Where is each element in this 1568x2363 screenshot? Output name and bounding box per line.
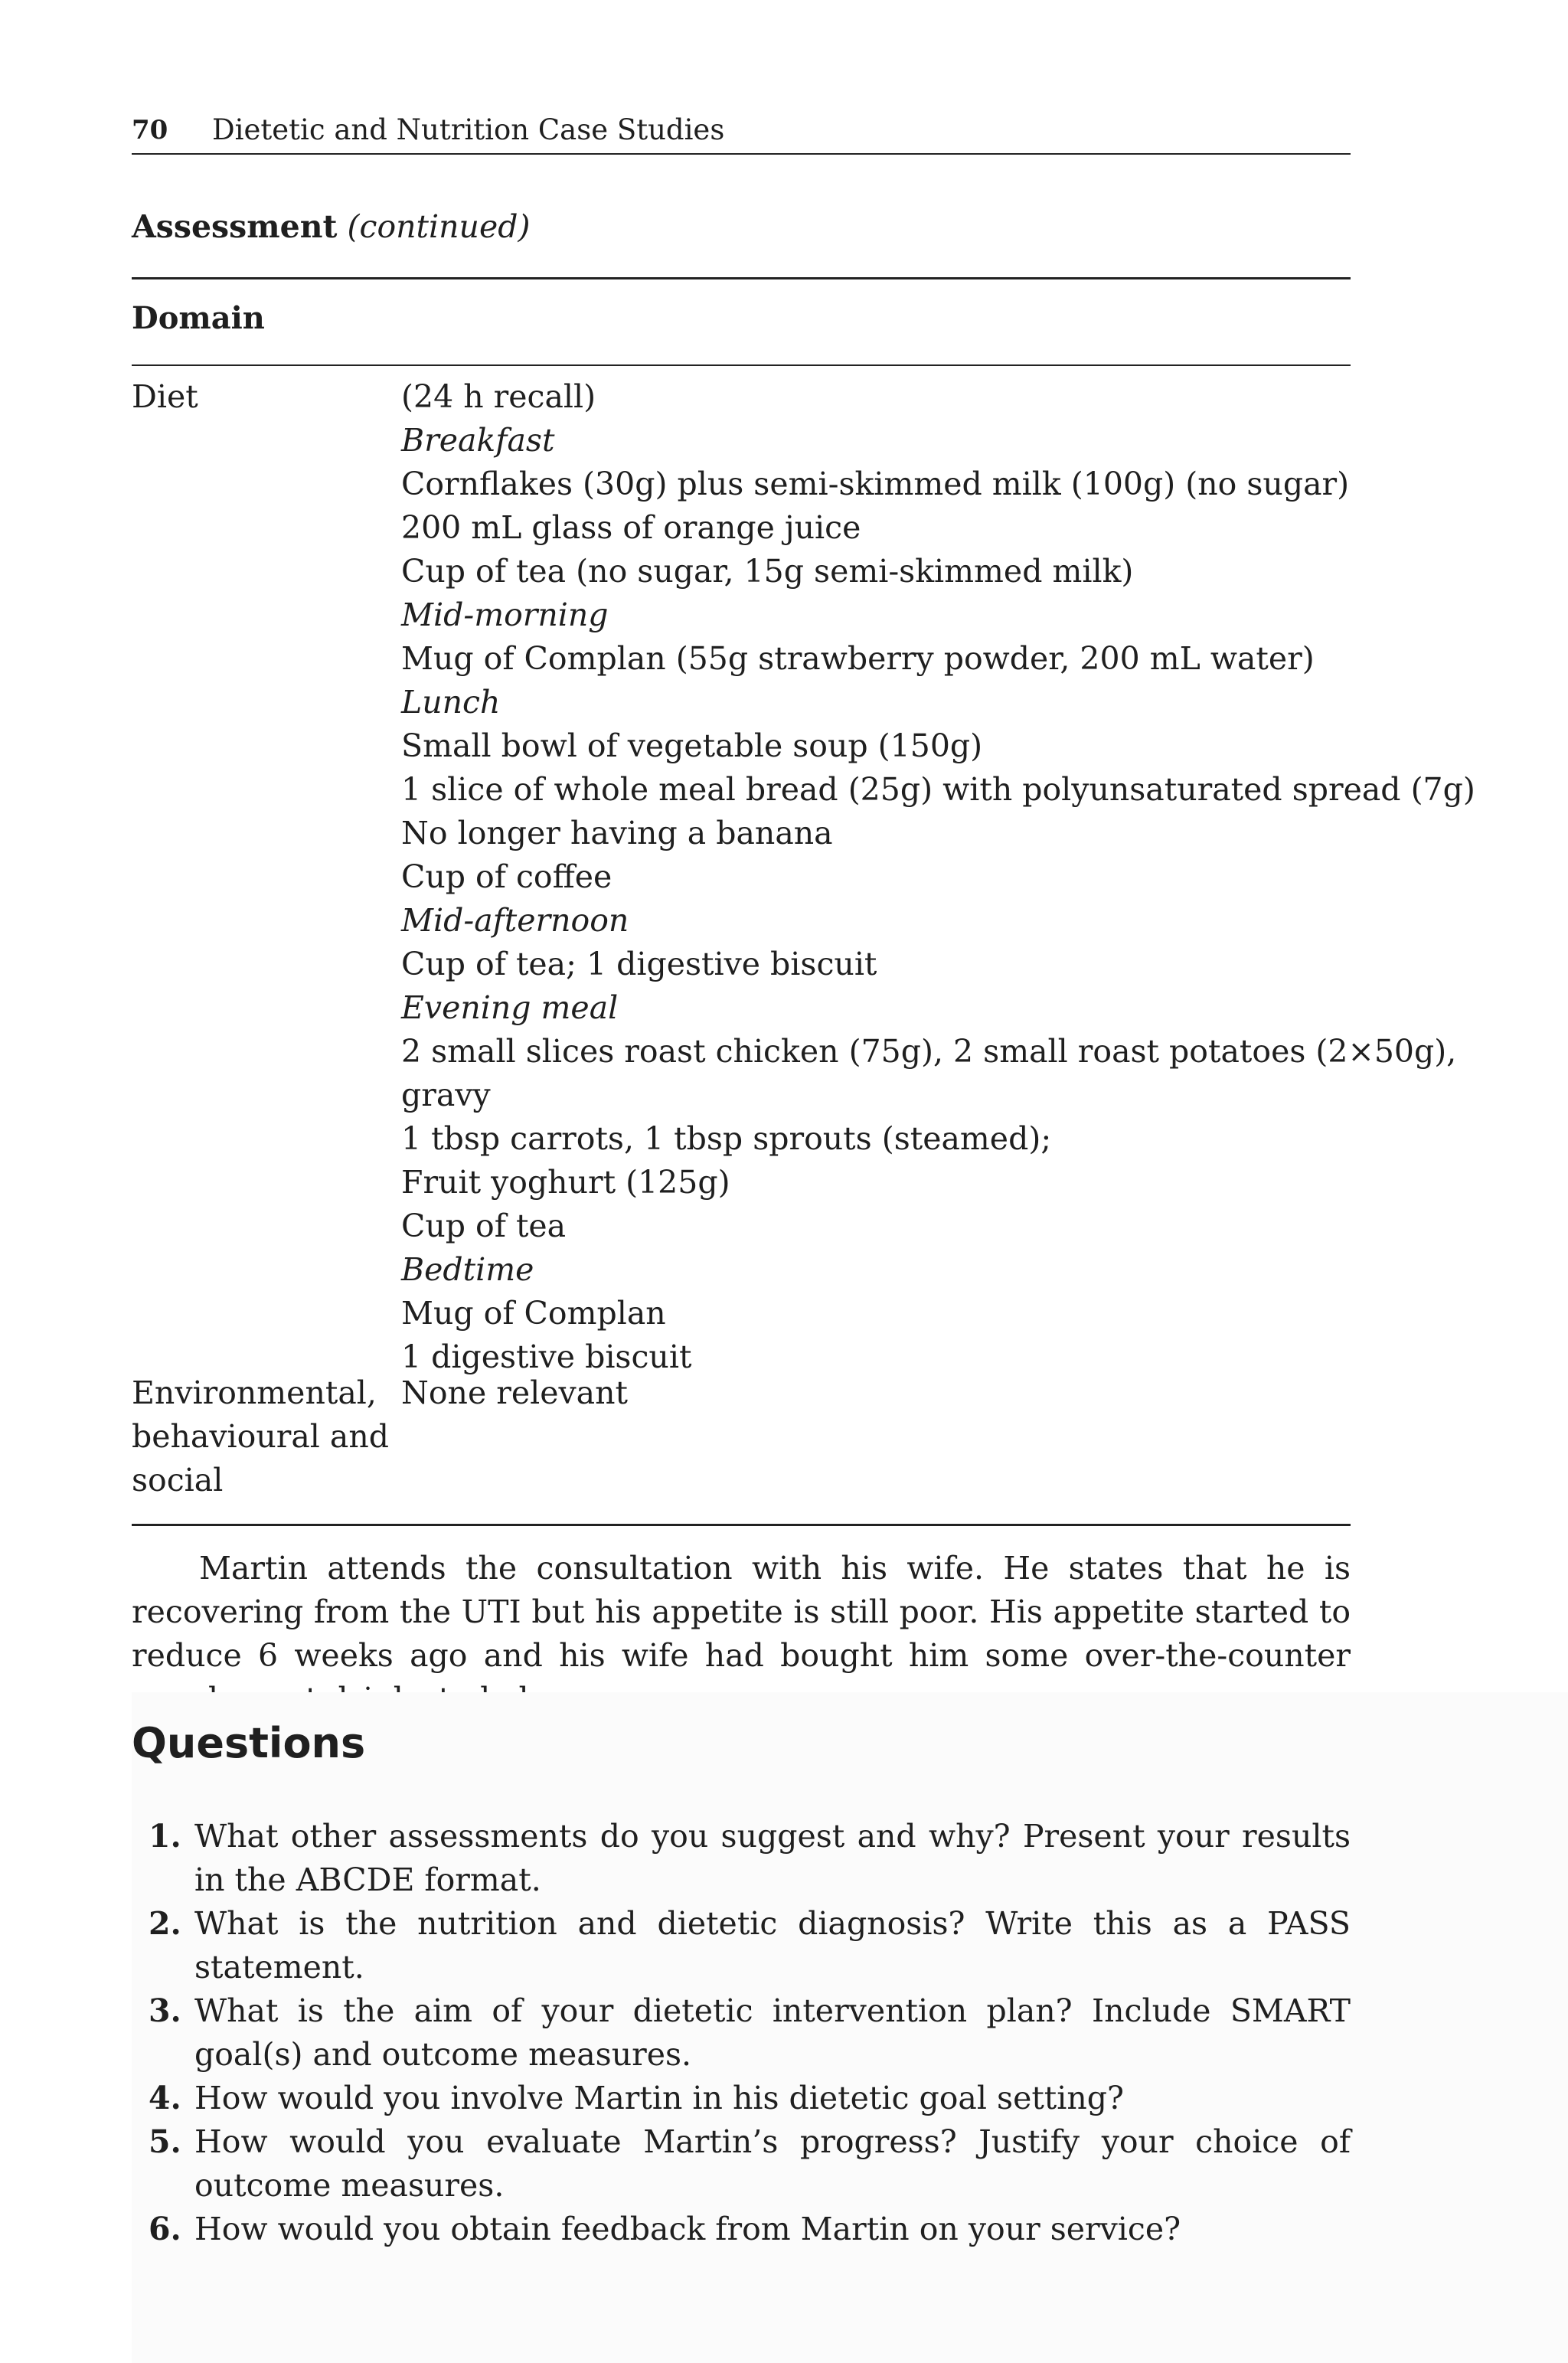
- environmental-value: None relevant: [401, 1374, 628, 1411]
- question-number: 5.: [149, 2123, 181, 2160]
- question-number: 4.: [149, 2080, 181, 2116]
- table-caption-title: Assessment: [132, 208, 338, 245]
- questions-list: [132, 1815, 1351, 2251]
- running-head: [132, 107, 1351, 155]
- question-item: [132, 2077, 1351, 2120]
- diet-line: 1 tbsp carrots, 1 tbsp sprouts (steamed);: [401, 1120, 1052, 1157]
- row-label-diet: Diet: [132, 378, 198, 415]
- table-top-rule: [132, 277, 1351, 279]
- diet-line: gravy: [401, 1077, 491, 1113]
- table-header-rule: [132, 364, 1351, 366]
- table-caption: [132, 208, 530, 245]
- diet-line: Mug of Complan (55g strawberry powder, 200 mL water): [401, 640, 1315, 677]
- question-text: How would you involve Martin in his dietetic goal setting?: [194, 2080, 1125, 2116]
- page-number: 70: [132, 115, 168, 145]
- diet-line: 1 slice of whole meal bread (25g) with polyunsaturated spread (7g): [401, 771, 1475, 808]
- meal-subheading: Evening meal: [401, 989, 619, 1026]
- diet-line: Cup of tea: [401, 1208, 567, 1244]
- diet-line: (24 h recall): [401, 378, 596, 415]
- table-bottom-rule: [132, 1524, 1351, 1526]
- row-label-environmental: [132, 1371, 389, 1502]
- diet-line: Mug of Complan: [401, 1295, 666, 1332]
- diet-line: Cup of tea; 1 digestive biscuit: [401, 946, 877, 982]
- meal-subheading: Mid-afternoon: [401, 902, 629, 939]
- row-label-line: behavioural and: [132, 1418, 390, 1455]
- question-number: 3.: [149, 1992, 181, 2029]
- diet-line: Cup of coffee: [401, 858, 612, 895]
- question-number: 1.: [149, 1818, 181, 1855]
- diet-line: 1 digestive biscuit: [401, 1338, 692, 1375]
- question-text: How would you evaluate Martin’s progress? Justify your choice of outcome measures.: [194, 2123, 1351, 2204]
- case-narrative: Martin attends the consultation with his wife. He states that he is recovering from the UTI but his appetite is still poor. His appetite started to reduce 6 weeks ago and his wife had bought him some over-the-counter: [132, 1550, 1351, 1674]
- questions-heading: Questions: [132, 1719, 366, 1767]
- question-text: What is the nutrition and dietetic diagnosis? Write this as a PASS statement.: [194, 1905, 1351, 1986]
- row-label-line: Environmental,: [132, 1374, 377, 1411]
- question-text: What other assessments do you suggest and why? Present your results in the ABCDE format.: [194, 1818, 1351, 1898]
- question-item: [132, 1815, 1351, 1902]
- table-caption-continued: (continued): [347, 208, 531, 245]
- question-item: [132, 1902, 1351, 1989]
- diet-line: Cornflakes (30g) plus semi-skimmed milk (100g) (no sugar): [401, 466, 1350, 502]
- question-item: [132, 2120, 1351, 2208]
- meal-subheading: Mid-morning: [401, 596, 609, 633]
- diet-line: Cup of tea (no sugar, 15g semi-skimmed milk): [401, 553, 1134, 590]
- question-number: 6.: [149, 2211, 181, 2247]
- meal-subheading: Lunch: [401, 684, 501, 721]
- row-label-line: social: [132, 1462, 224, 1499]
- question-text: What is the aim of your dietetic intervention plan? Include SMART goal(s) and outcome measures.: [194, 1992, 1351, 2073]
- diet-line: Fruit yoghurt (125g): [401, 1164, 730, 1201]
- meal-subheading: Bedtime: [401, 1251, 534, 1288]
- column-header-domain: Domain: [132, 300, 265, 336]
- question-text: How would you obtain feedback from Martin on your service?: [194, 2211, 1181, 2247]
- diet-line: 2 small slices roast chicken (75g), 2 small roast potatoes (2×50g),: [401, 1033, 1457, 1070]
- question-item: [132, 2208, 1351, 2251]
- diet-line: No longer having a banana: [401, 815, 833, 851]
- book-title: Dietetic and Nutrition Case Studies: [212, 113, 725, 146]
- question-number: 2.: [149, 1905, 181, 1942]
- diet-line: 200 mL glass of orange juice: [401, 509, 861, 546]
- diet-line: Small bowl of vegetable soup (150g): [401, 727, 983, 764]
- question-item: [132, 1989, 1351, 2077]
- meal-subheading: Breakfast: [401, 422, 555, 459]
